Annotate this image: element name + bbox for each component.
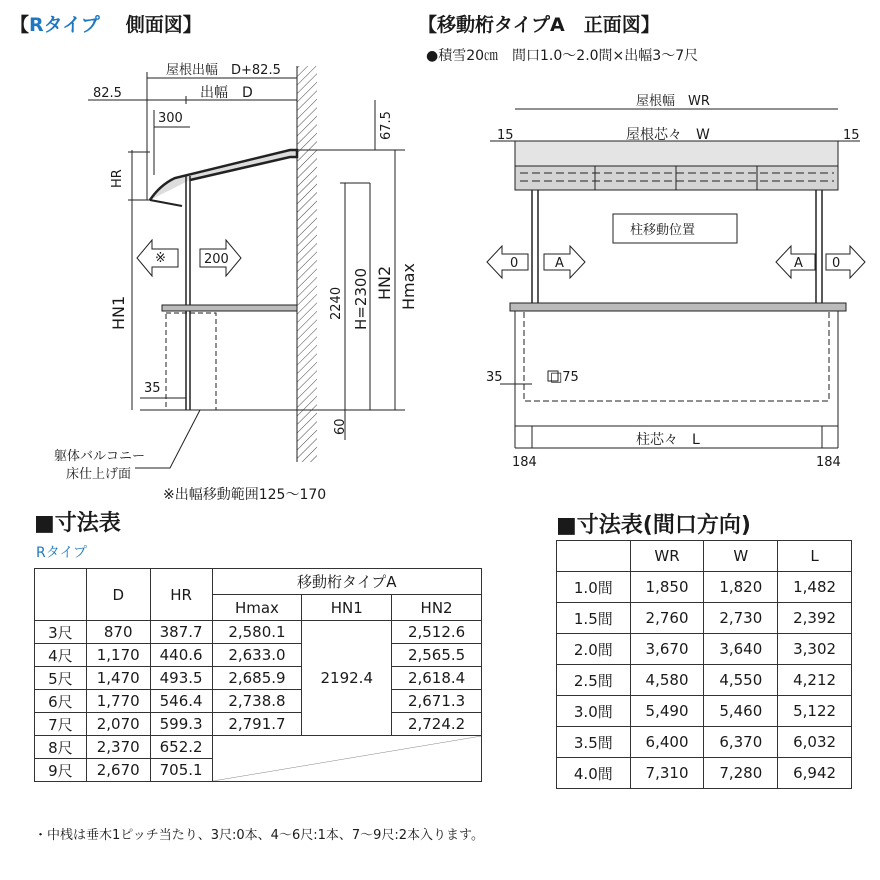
balcony-label-1: 躯体バルコニー — [54, 449, 146, 464]
right-table-heading: ■寸法表(間口方向) — [556, 513, 751, 538]
column-move-label: 柱移動位置 — [630, 223, 696, 238]
arrow-0-left — [487, 246, 528, 278]
hr-label: HR — [110, 169, 125, 188]
balcony-label-2: 床仕上げ面 — [66, 467, 132, 482]
front-view — [487, 109, 865, 448]
side-view-header: 【Rタイプ 側面図】 — [10, 14, 202, 36]
table-row: 1.5間 2,760 2,730 2,392 — [557, 603, 852, 634]
table-row: 4.0間 7,310 7,280 6,942 — [557, 758, 852, 789]
side-view — [88, 66, 405, 468]
dim-2240: 2240 — [329, 286, 344, 320]
move-range-note: ※出幅移動範囲125～170 — [163, 487, 327, 500]
arrow-a-right-text: A — [794, 256, 803, 271]
wall — [297, 66, 317, 462]
left-dimension-table: D HR 移動桁タイプA Hmax HN1 HN2 3尺 870 387.7 2,580.1 2192.4 2,512.6 4尺 1,170 440.6 2,633.0 2,565.5 5尺 1,470 493.5 2,685.9 2,618.4 6尺 1,770 546.4 2,738.8 2,671.3 7尺 2,070 599.3 2,791.7 2,724.2 8尺 2,370 652.2 9尺 2,670 705.1 — [34, 568, 482, 782]
roof-overhang-label: 屋根出幅 D+82.5 — [166, 63, 281, 78]
table-row: 3.5間 6,400 6,370 6,032 — [557, 727, 852, 758]
front-view-subtitle: ●積雪20㎝ 間口1.0～2.0間×出幅3～7尺 — [426, 48, 699, 64]
arrow-200-text: 200 — [204, 252, 229, 267]
dim-15-right: 15 — [843, 128, 860, 143]
table-row: 6尺 1,770 546.4 2,738.8 2,671.3 — [35, 690, 482, 713]
empty-diagonal-cell — [212, 736, 481, 782]
arrow-a-left-text: A — [555, 256, 564, 271]
table-row: 4尺 1,170 440.6 2,633.0 2,565.5 — [35, 644, 482, 667]
table-row: 9尺 2,670 705.1 — [35, 759, 482, 782]
table-row: 2.5間 4,580 4,550 4,212 — [557, 665, 852, 696]
hn2-label: HN2 — [375, 265, 394, 300]
footnote: ・中桟は垂木1ピッチ当たり、3尺:0本、4～6尺:1本、7～9尺:2本入ります。 — [34, 828, 485, 843]
square-75-label: □75 — [550, 370, 579, 385]
left-table-subtitle: Rタイプ — [36, 545, 88, 561]
table-row: 2.0間 3,670 3,640 3,302 — [557, 634, 852, 665]
dim-184-left: 184 — [512, 455, 537, 470]
table-row: 3尺 870 387.7 2,580.1 2192.4 2,512.6 — [35, 621, 482, 644]
dim-184-right: 184 — [816, 455, 841, 470]
table-row: 5尺 1,470 493.5 2,685.9 2,618.4 — [35, 667, 482, 690]
dim-15-left: 15 — [497, 128, 514, 143]
dim-67-5: 67.5 — [379, 111, 394, 140]
right-dimension-table: WR W L 1.0間 1,850 1,820 1,482 1.5間 2,760 2,730 2,392 2.0間 3,670 3,640 3,302 2.5間 4,580 4,550 4,212 3.0間 5,490 5,460 5,122 3.5間 6,400 6,370 6,032 4.0間 7,310 7,280 6,942 — [556, 540, 852, 789]
roof-width-label: 屋根幅 WR — [636, 94, 710, 109]
dim-82-5: 82.5 — [93, 86, 122, 101]
dim-35-side: 35 — [144, 381, 161, 396]
arrow-0-right-text: 0 — [832, 256, 841, 271]
hn1-label: HN1 — [109, 295, 128, 330]
overhang-label: 出幅 D — [200, 85, 253, 101]
table-row: 3.0間 5,490 5,460 5,122 — [557, 696, 852, 727]
type-label: Rタイプ — [29, 14, 100, 36]
hmax-label: Hmax — [399, 263, 418, 310]
side-view-labels — [54, 62, 418, 500]
dim-35-front: 35 — [486, 370, 503, 385]
table-row: 1.0間 1,850 1,820 1,482 — [557, 572, 852, 603]
arrow-star-text: ※ — [155, 251, 166, 266]
table-row: 8尺 2,370 652.2 — [35, 736, 482, 759]
balcony-rail — [162, 305, 297, 311]
arrow-a-left — [544, 246, 585, 278]
column-core-label: 柱芯々 L — [636, 432, 700, 448]
roof-core-label: 屋根芯々 W — [626, 127, 710, 143]
left-table-heading: ■寸法表 — [34, 511, 121, 536]
roof-profile — [150, 150, 297, 200]
dim-60: 60 — [333, 418, 348, 435]
arrow-0-left-text: 0 — [510, 256, 519, 271]
h-2300-label: H=2300 — [352, 267, 370, 330]
front-view-header: 【移動桁タイプA 正面図】 — [418, 14, 660, 36]
table-row: 7尺 2,070 599.3 2,791.7 2,724.2 — [35, 713, 482, 736]
dim-300: 300 — [158, 111, 183, 126]
